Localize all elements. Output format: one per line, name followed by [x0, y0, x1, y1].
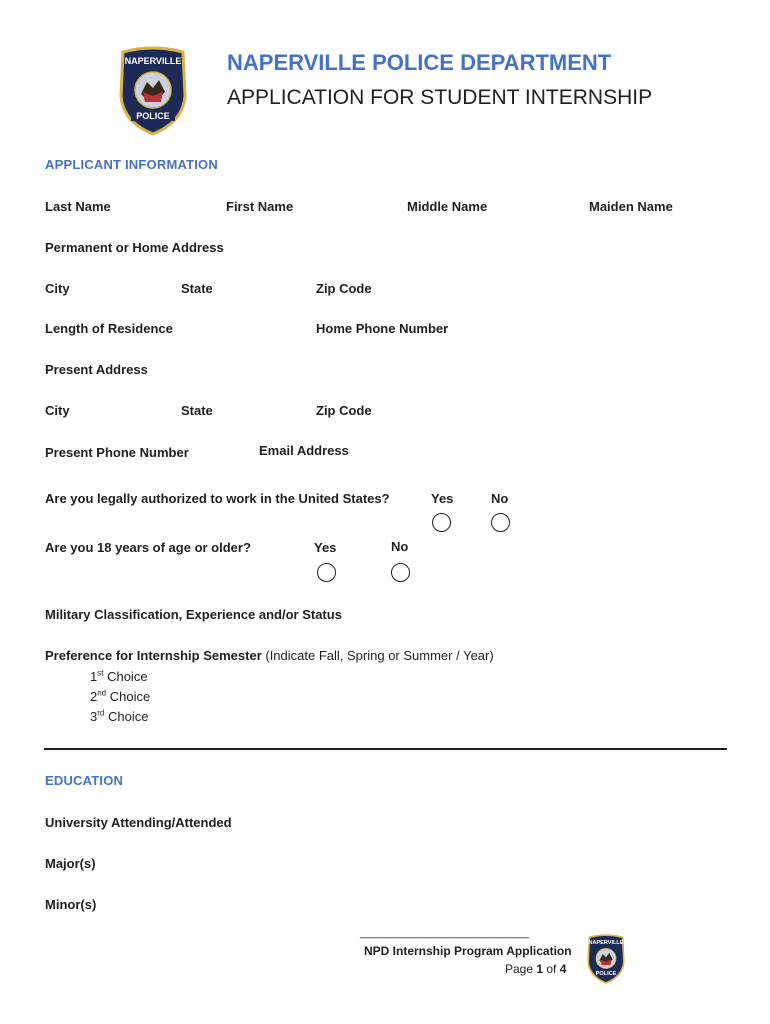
maiden-name-label: Maiden Name	[589, 199, 673, 214]
section-applicant-information: APPLICANT INFORMATION	[45, 157, 218, 172]
age-no-label: No	[391, 539, 409, 554]
present-zip-code-label: Zip Code	[316, 403, 372, 418]
badge-top-text: NAPERVILLE	[124, 56, 182, 66]
section-divider	[44, 748, 727, 750]
footer-badge-bottom-text: POLICE	[595, 971, 617, 978]
age-yes-radio[interactable]	[317, 563, 336, 582]
work-authorization-yes-radio[interactable]	[432, 513, 451, 532]
second-choice-label: 2nd Choice	[90, 688, 151, 704]
present-city-label: City	[45, 403, 70, 418]
age-yes-label: Yes	[314, 540, 337, 555]
state-label: State	[181, 281, 213, 296]
majors-label: Major(s)	[45, 856, 96, 871]
page-subtitle: APPLICATION FOR STUDENT INTERNSHIP	[227, 86, 653, 109]
age-no-radio[interactable]	[391, 563, 410, 582]
work-authorization-question: Are you legally authorized to work in the United States?	[45, 491, 390, 506]
footer-rule: ______________________________	[360, 927, 529, 939]
present-address-label: Present Address	[45, 362, 148, 377]
permanent-address-label: Permanent or Home Address	[45, 240, 224, 255]
badge-bottom-text: POLICE	[136, 111, 170, 121]
footer-badge-top-text: NAPERVILLE	[588, 940, 624, 946]
footer-badge-logo	[586, 934, 626, 984]
university-label: University Attending/Attended	[45, 815, 232, 830]
work-authorization-no-label: No	[491, 491, 509, 506]
work-authorization-yes-label: Yes	[431, 491, 454, 506]
third-choice-label: 3rd Choice	[90, 708, 149, 724]
city-label: City	[45, 281, 70, 296]
last-name-label: Last Name	[45, 199, 111, 214]
present-phone-label: Present Phone Number	[45, 445, 189, 460]
zip-code-label: Zip Code	[316, 281, 372, 296]
first-choice-label: 1st Choice	[90, 668, 148, 684]
middle-name-label: Middle Name	[407, 199, 488, 214]
military-status-label: Military Classification, Experience and/or Status	[45, 607, 342, 622]
police-badge-logo	[117, 46, 189, 136]
home-phone-label: Home Phone Number	[316, 321, 449, 336]
length-of-residence-label: Length of Residence	[45, 321, 173, 336]
section-education: EDUCATION	[45, 773, 124, 788]
present-state-label: State	[181, 403, 213, 418]
page-number: Page 1 of 4	[505, 962, 567, 976]
internship-preference-hint: (Indicate Fall, Spring or Summer / Year)	[261, 648, 494, 663]
work-authorization-no-radio[interactable]	[491, 513, 510, 532]
age-question: Are you 18 years of age or older?	[45, 540, 251, 555]
internship-preference-label: Preference for Internship Semester	[45, 648, 262, 663]
internship-preference-line	[45, 648, 494, 663]
first-name-label: First Name	[226, 199, 294, 214]
minors-label: Minor(s)	[45, 897, 97, 912]
page-title: NAPERVILLE POLICE DEPARTMENT	[227, 50, 612, 75]
email-address-label: Email Address	[259, 443, 349, 458]
footer-title: NPD Internship Program Application	[364, 944, 572, 958]
